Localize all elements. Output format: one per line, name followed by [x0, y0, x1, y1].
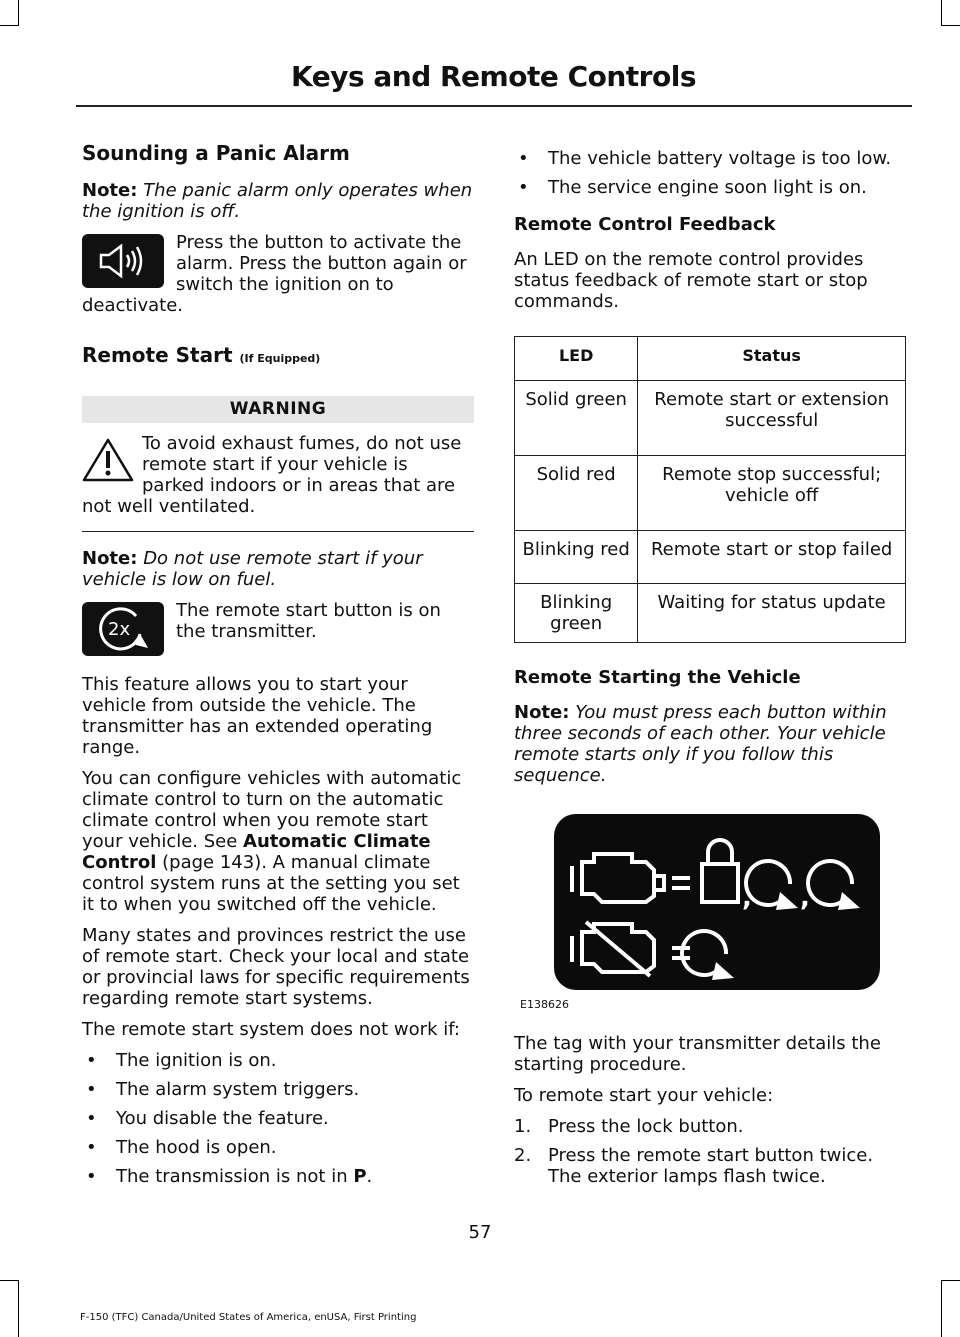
feature-paragraph: This feature allows you to start your vehicle from outside the vehicle. The transmitter has an extended operating range.	[82, 674, 433, 758]
list-item: • The ignition is on.	[82, 1050, 474, 1071]
steps-intro: To remote start your vehicle:	[514, 1085, 774, 1106]
engine-icon	[572, 854, 664, 902]
remote-starting-heading: Remote Starting the Vehicle	[514, 667, 801, 688]
note-text: The panic alarm only operates when the ignition is off.	[82, 180, 473, 222]
crop-mark-bottom-right-h	[942, 1280, 960, 1281]
list-item: • The alarm system triggers.	[82, 1079, 474, 1100]
remote-button-instruction	[82, 600, 474, 660]
table-row	[515, 531, 906, 584]
feedback-paragraph: An LED on the remote control provides status feedback of remote start or stop commands.	[514, 249, 868, 312]
climate-paragraph	[82, 768, 474, 915]
svg-text:,: ,	[800, 883, 810, 913]
climate-control-link[interactable]: Automatic Climate Control	[82, 831, 431, 873]
remote-start-icon	[682, 931, 734, 980]
step-number: 1.	[514, 1116, 532, 1137]
step-text: Press the lock button.	[548, 1116, 744, 1137]
remote-start-icon	[808, 861, 860, 910]
table-row	[515, 584, 906, 643]
table-header-status: Status	[638, 337, 906, 381]
tag-paragraph: The tag with your transmitter details the starting procedure.	[514, 1033, 881, 1075]
table-header-row	[515, 337, 906, 381]
svg-text:2x: 2x	[108, 619, 131, 640]
crop-mark-bottom-right-v	[941, 1280, 942, 1337]
panic-instruction-text: Press the button to activate the alarm. Press the button again or switch the ignition on to deactivate.	[82, 232, 467, 316]
header-rule	[76, 105, 912, 107]
panic-note	[82, 180, 474, 222]
climate-text-2: (page 143). A manual climate control system runs at the setting you set it to when you switched off the vehicle.	[82, 852, 460, 915]
warning-text: To avoid exhaust fumes, do not use remote start if your vehicle is parked indoors or in areas that are not well ventilated.	[82, 433, 462, 517]
list-item: • The hood is open.	[82, 1137, 474, 1158]
remote-start-heading-text: Remote Start	[82, 343, 233, 367]
list-item: • You disable the feature.	[82, 1108, 474, 1129]
panic-alarm-heading: Sounding a Panic Alarm	[82, 141, 350, 165]
remote-start-icon	[746, 861, 798, 910]
remote-start-sequence-figure	[554, 814, 880, 990]
fuel-note	[82, 548, 474, 590]
states-paragraph: Many states and provinces restrict the use of remote start. Check your local and state or provincial laws for specific requirements regarding remote start systems.	[82, 925, 470, 1009]
crop-mark-top-left-v	[18, 0, 19, 26]
right-column	[514, 148, 906, 1195]
not-work-list	[82, 1050, 474, 1187]
page-number: 57	[468, 1222, 492, 1243]
climate-text-1: You can configure vehicles with automatic climate control to turn on the automatic climate control when you remote start your vehicle. See	[82, 768, 462, 852]
list-item	[82, 1166, 474, 1187]
engine-off-icon	[572, 922, 654, 976]
table-cell: Blinking red	[515, 531, 638, 584]
list-item-suffix: .	[366, 1166, 373, 1187]
crop-mark-top-right-h	[942, 25, 960, 26]
table-cell: Remote start or stop failed	[638, 531, 906, 584]
remote-start-heading-qualifier: (If Equipped)	[239, 352, 321, 365]
warning-banner: WARNING	[82, 396, 474, 423]
list-item	[514, 1145, 906, 1187]
table-cell: Remote stop successful; vehicle off	[638, 456, 906, 531]
starting-note	[514, 702, 906, 786]
list-item: • The vehicle battery voltage is too low.	[514, 148, 906, 169]
not-work-list-continued	[514, 148, 906, 198]
table-row	[515, 456, 906, 531]
remote-start-2x-icon	[82, 602, 164, 656]
panic-instruction	[82, 232, 474, 316]
table-cell: Solid green	[515, 381, 638, 456]
list-item	[514, 1116, 906, 1137]
page-header-title: Keys and Remote Controls	[291, 60, 696, 93]
document-info: F-150 (TFC) Canada/United States of America, enUSA, First Printing	[80, 1312, 417, 1323]
remote-button-text: The remote start button is on the transmitter.	[176, 600, 441, 642]
left-column	[82, 140, 474, 1197]
note-label: Note:	[82, 180, 138, 201]
warning-rule	[82, 531, 474, 532]
table-cell: Blinking green	[515, 584, 638, 643]
step-text: Press the remote start button twice. The exterior lamps flash twice.	[548, 1145, 874, 1187]
note-label: Note:	[514, 702, 570, 723]
table-cell: Remote start or extension successful	[638, 381, 906, 456]
crop-mark-top-right-v	[941, 0, 942, 26]
figure-caption: E138626	[520, 998, 569, 1011]
list-item-text: The transmission is not in	[116, 1166, 354, 1187]
step-number: 2.	[514, 1145, 532, 1166]
table-cell: Solid red	[515, 456, 638, 531]
note-label: Note:	[82, 548, 138, 569]
steps-list	[514, 1116, 906, 1187]
crop-mark-bottom-left-v	[18, 1280, 19, 1337]
table-row	[515, 381, 906, 456]
note-text: You must press each button within three seconds of each other. Your vehicle remote starts only if you follow this sequence.	[514, 702, 887, 786]
not-work-intro: The remote start system does not work if:	[82, 1019, 460, 1040]
lock-icon	[702, 840, 738, 902]
svg-text:,: ,	[742, 883, 752, 913]
warning-block	[82, 433, 474, 517]
feedback-table	[514, 336, 906, 643]
note-text: Do not use remote start if your vehicle is low on fuel.	[82, 548, 423, 590]
table-header-led: LED	[515, 337, 638, 381]
crop-mark-top-left-h	[0, 25, 18, 26]
horn-icon	[82, 234, 164, 288]
feedback-heading: Remote Control Feedback	[514, 214, 776, 235]
remote-start-heading	[82, 342, 474, 372]
list-item-bold: P	[353, 1166, 367, 1187]
crop-mark-bottom-left-h	[0, 1280, 18, 1281]
table-cell: Waiting for status update	[638, 584, 906, 643]
list-item: • The service engine soon light is on.	[514, 177, 906, 198]
warning-triangle-icon	[82, 437, 134, 483]
